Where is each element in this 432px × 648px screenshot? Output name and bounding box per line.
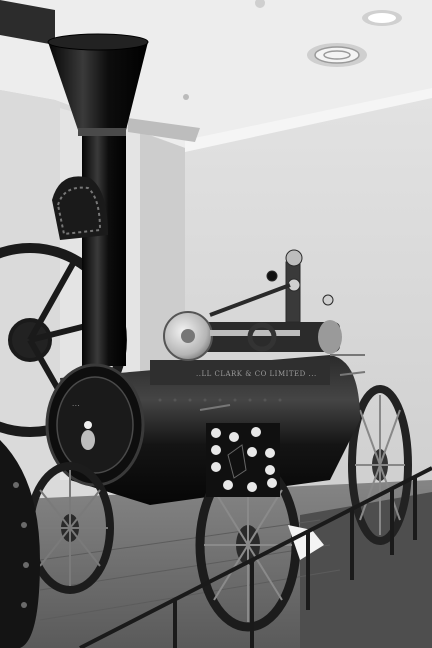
rear-wheel-right [352, 389, 408, 541]
sprinkler [183, 94, 189, 100]
boiler-nameplate: ..LL CLARK & CO LIMITED ... [196, 370, 317, 378]
perforated-plate [206, 423, 280, 497]
front-wheel-left [30, 466, 110, 590]
ceiling-vent-icon [307, 43, 367, 67]
ceiling-light-icon [362, 10, 402, 26]
display-platform [300, 492, 432, 648]
smokebox-plate: ... [72, 400, 81, 408]
